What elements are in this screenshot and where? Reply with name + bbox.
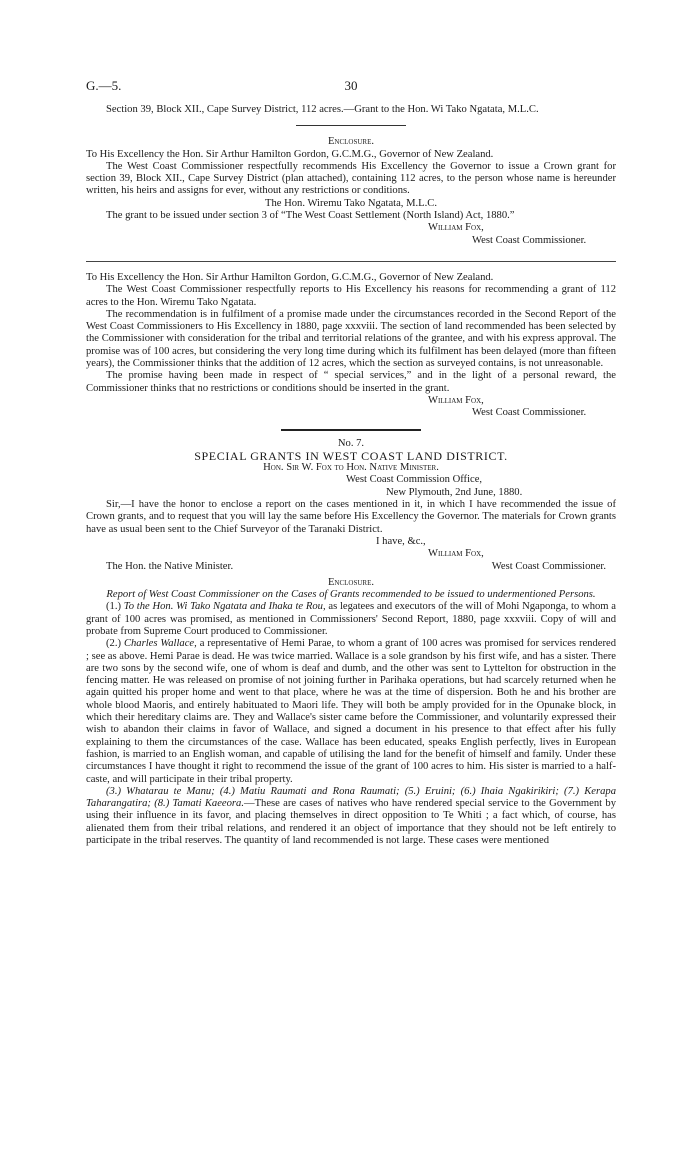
case-entry (86, 638, 616, 786)
letter-office: West Coast Commission Office, (346, 474, 483, 486)
section-divider (281, 429, 421, 431)
section-divider (86, 261, 616, 262)
page-content (86, 104, 616, 847)
report-paragraph: The promise having been made in respect of “ special services,” and in the light of a personal reward, the Commissioner thinks that no restrictions or conditions should be inserted in the grant. (86, 370, 616, 394)
letter-recipient: The Hon. the Native Minister. (106, 560, 234, 572)
signatory-name: William Fox, (428, 394, 484, 406)
case-text: as legatees and executors of the will of Mohi Ngaponga, to whom a grant of 100 acres was promised, as mentioned in Commissioners' Second Report, 1880, page xxxviii. Copy of will and probate from Supreme Court produced to Commissioner. (86, 601, 616, 637)
report-address: To His Excellency the Hon. Sir Arthur Hamilton Gordon, G.C.M.G., Governor of New Zealand. (86, 271, 494, 283)
case-names: To the Hon. Wi Tako Ngatata and Ihaka te Rou, (123, 601, 326, 613)
grant-statute: The grant to be issued under section 3 of “The West Coast Settlement (North Island) Act, 1880.” (106, 210, 515, 222)
case-entry (86, 601, 616, 638)
letter-body: Sir,—I have the honor to enclose a report on the cases mentioned in it, in which I have recommended the issue of Crown grants, and to request that you will lay the same before His Excellency the Governor. The materials for Crown grants have as usual been sent to the Chief Surveyor of the Taranaki District. (86, 499, 616, 535)
section-title: SPECIAL GRANTS IN WEST COAST LAND DISTRICT. (194, 448, 508, 463)
case-number: (1.) (106, 601, 122, 613)
page-header (86, 78, 616, 94)
enclosure-heading: Enclosure. (327, 576, 375, 588)
letter-subtitle: Hon. Sir W. Fox to Hon. Native Minister. (263, 462, 439, 474)
enclosure-body: The West Coast Commissioner respectfully recommends His Excellency the Governor to issue a Crown grant for section 39, Block XII., Cape Survey District (plan attached), containing 112 acres, to the person whose name is hereunder written, his heirs and assigns for ever, without any restrictions or conditions. (86, 160, 616, 197)
letter-date: New Plymouth, 2nd June, 1880. (386, 486, 523, 498)
enclosure-address: To His Excellency the Hon. Sir Arthur Hamilton Gordon, G.C.M.G., Governor of New Zealand. (86, 148, 494, 160)
signatory-name: William Fox, (428, 222, 484, 234)
signatory-title: West Coast Commissioner. (472, 407, 587, 419)
document-number: No. 7. (337, 437, 365, 449)
grant-section-line: Section 39, Block XII., Cape Survey District, 112 acres.—Grant to the Hon. Wi Tako Ngatata, M.L.C. (106, 104, 539, 115)
grantee-name: The Hon. Wiremu Tako Ngatata, M.L.C. (264, 197, 438, 209)
letter-closing: I have, &c., (376, 535, 426, 547)
signatory-title: West Coast Commissioner. (472, 234, 587, 246)
signatory-title: West Coast Commissioner. (491, 560, 606, 572)
enclosure-heading: Enclosure. (327, 136, 375, 148)
document-reference: G.—5. (86, 78, 122, 93)
report-paragraph: The West Coast Commissioner respectfully reports to His Excellency his reasons for recommending a grant of 112 acres to the Hon. Wiremu Tako Ngatata. (86, 284, 616, 308)
section-divider (296, 125, 406, 126)
report-paragraph: The recommendation is in fulfilment of a promise made under the circumstances recorded in the Second Report of the West Coast Commissioners to His Excellency in 1880, page xxxviii. The section of land recommended has been selected by the Commissioner with consideration for the tribal and territorial relations of the grantee, and with his express approval. The promise was of 100 acres, but considering the very long time during which its fulfilment has been delayed (more than fifteen years), the Commissioner thinks that the addition of 12 acres, which the section as surveyed contains, is not unreasonable. (86, 308, 616, 370)
report-title: Report of West Coast Commissioner on the Cases of Grants recommended to be issued to undermentioned Persons. (106, 589, 596, 601)
case-number: (2.) (106, 638, 122, 650)
page-number: 30 (344, 78, 358, 93)
signatory-name: William Fox, (428, 548, 484, 560)
case-text: —These are cases of natives who have rendered special service to the Government by using their influence in its favor, and placing themselves in direct opposition to Te Whiti ; a fact which, of course, has alienated them from their tribal relations, and rendered it an object of importance that they should not be left entirely to participate in the tribal reserves. The quantity of land recommended is not large. These cases were mentioned (86, 798, 616, 847)
case-entry (86, 786, 616, 847)
case-names: (3.) Whatarau te Manu; (4.) Matiu Raumati and Rona Raumati; (5.) Eruini; (6.) Ihaia Ngakirikiri; (7.) Kerapa Taharangatira; (8.) Tamati Kaeeora. (86, 785, 616, 810)
case-names: Charles Wallace, (123, 638, 197, 650)
letter-footer (86, 561, 616, 573)
case-text: a representative of Hemi Parae, to whom a grant of 100 acres was promised for services rendered ; see as above. Hemi Parae is dead. He was twice married. Wallace is a sole grandson by his first wife, and has a sister. There are two sons by the second wife, one of whom is deaf and dumb, and the other was sent to Lyttelton for obstruction in the fencing matter. He was released on promise of not joining further in Parihaka operations, but had scarcely returned when he again quitted his proper home and went to that place, where he was at the time of dispersion. Both he and his brother are whole blood Maoris, and entirely habituated to Maori life. They will both be amply provided for in the Opunake block, in which their hereditary claims are. They and Wallace's sister came before the Commissioner, and voluntarily expressed their wish to abandon their claims in favor of Wallace, and signed a document in his presence to that effect after his fully explaining to them the circumstances of the case. Wallace has been educated, speaks English perfectly, lives in European fashion, is married to an English woman, and capable of utilising the land for the benefit of himself and family. Under these circumstances I have thought it right to recommend the issue of the grant of 100 acres to him. His sister is married to a half-caste, and will participate in their tribal property. (86, 638, 617, 785)
